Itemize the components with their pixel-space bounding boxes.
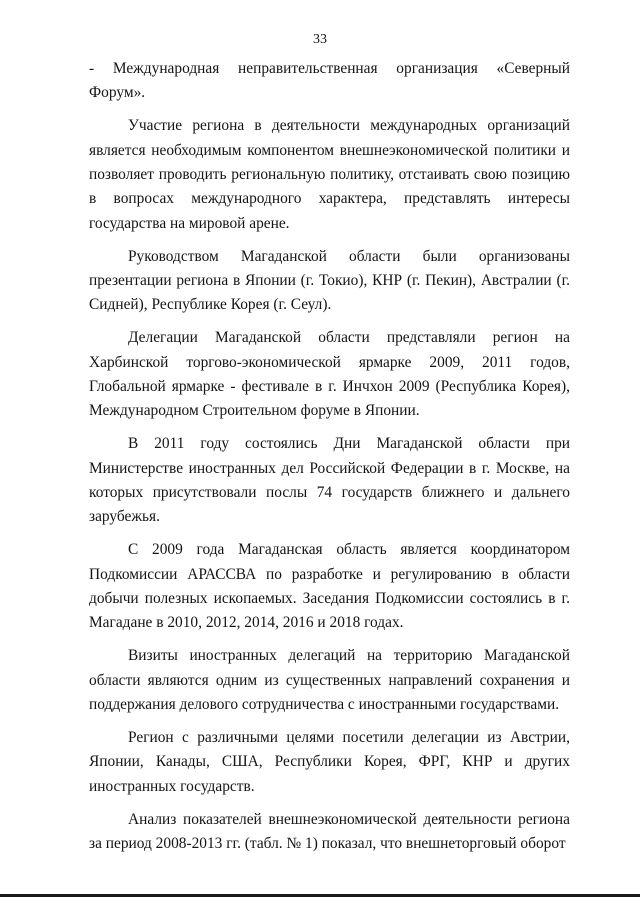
body-text (89, 57, 570, 856)
paragraph-9: Анализ показателей внешнеэкономической деятельности региона за период 2008-2013 гг. (табл. № 1) показал, что внешнеторговый оборот (89, 810, 570, 852)
bottom-scan-border (0, 894, 640, 897)
paragraph-5: В 2011 году состоялись Дни Магаданской области при Министерстве иностранных дел Российской Федерации в г. Москве, на которых присутствовали послы 74 государств ближнего и дальнего зарубежья. (89, 435, 570, 526)
paragraph-8: Регион с различными целями посетили делегации из Австрии, Японии, Канады, США, Республики Корея, ФРГ, КНР и других иностранных государств. (89, 729, 570, 795)
paragraph-4: Делегации Магаданской области представляли регион на Харбинской торгово-экономической ярмарке 2009, 2011 годов, Глобальной ярмарке - фестивале в г. Инчхон 2009 (Республика Корея), Международном Строительном форуме в Японии. (89, 329, 570, 420)
page-number: 33 (313, 32, 327, 47)
paragraph-7: Визиты иностранных делегаций на территорию Магаданской области являются одним из существенных направлений сохранения и поддержания делового сотрудничества с иностранными государствами. (89, 647, 570, 713)
paragraph-1: - Международная неправительственная организация «Северный Форум». (89, 60, 570, 102)
paragraph-3: Руководством Магаданской области были организованы презентации региона в Японии (г. Токио), КНР (г. Пекин), Австралии (г. Сидней), Республике Корея (г. Сеул). (89, 247, 570, 314)
paragraph-2: Участие региона в деятельности международных организаций является необходимым компонентом внешнеэкономической политики и позволяет проводить региональную политику, отстаивать свою позицию в вопросах международного характера, представлять интересы государства на мировой арене. (89, 117, 570, 232)
paragraph-6: С 2009 года Магаданская область является координатором Подкомиссии АРАССВА по разработке и регулированию в области добычи полезных ископаемых. Заседания Подкомиссии состоялись в г. Магадане в 2010, 2012, 2014, 2016 и 2018 годах. (89, 541, 570, 632)
